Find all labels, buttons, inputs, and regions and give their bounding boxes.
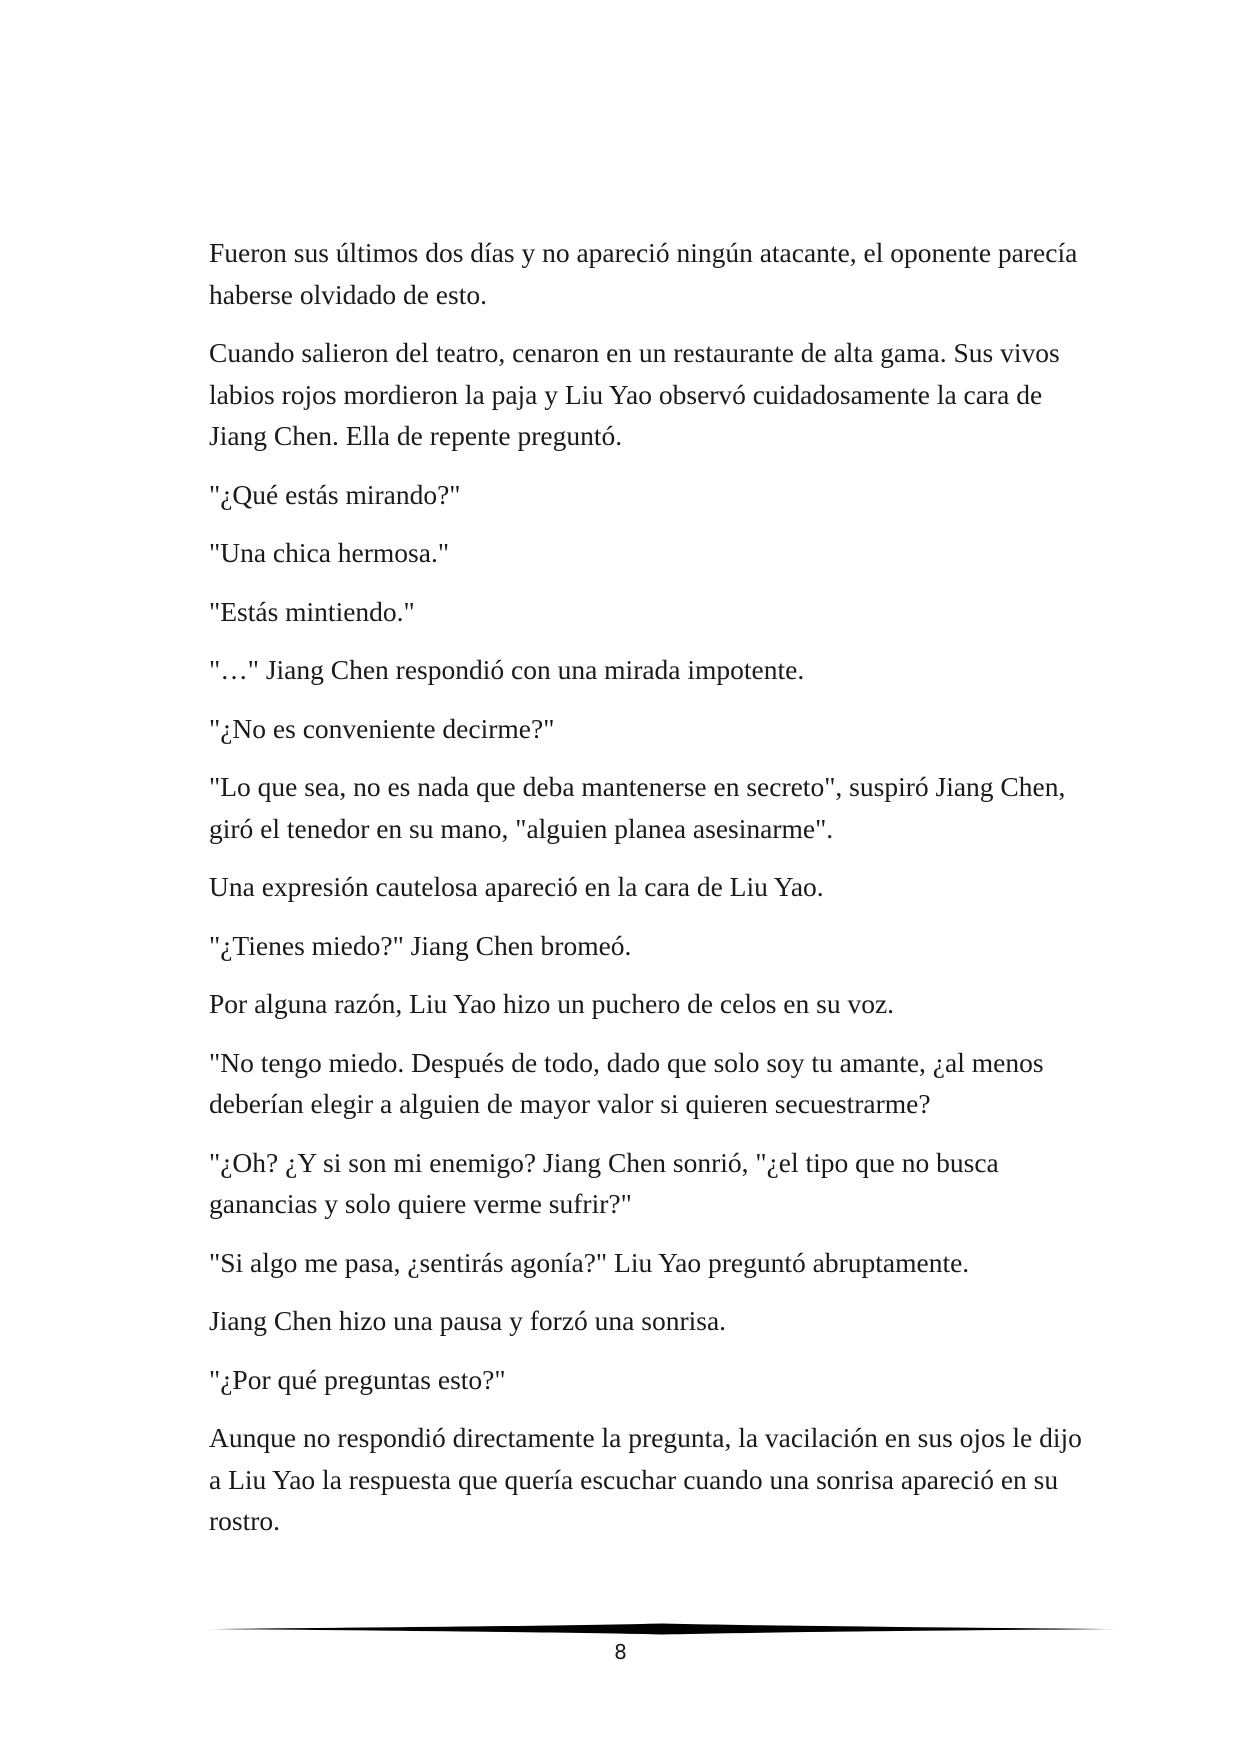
paragraph-6: "…" Jiang Chen respondió con una mirada impotente. <box>209 654 805 685</box>
paragraph-4: "Una chica hermosa." <box>209 537 450 568</box>
paragraph-16: "¿Por qué preguntas esto?" <box>209 1363 506 1395</box>
paragraph-1: Fueron sus últimos dos días y no apareció ningún atacante, el oponente parecía haberse olvidado de esto. <box>209 237 1078 310</box>
paragraph-10: "¿Tienes miedo?" Jiang Chen bromeó. <box>209 929 632 961</box>
paragraph-14: "Si algo me pasa, ¿sentirás agonía?" Liu Yao preguntó abruptamente. <box>209 1246 970 1278</box>
body-text <box>209 232 1089 1559</box>
paragraph-11: Por alguna razón, Liu Yao hizo un puchero de celos en su voz. <box>209 988 895 1019</box>
paragraph-13: "¿Oh? ¿Y si son mi enemigo? Jiang Chen sonrió, "¿el tipo que no busca ganancias y solo quiere verme sufrir?" <box>209 1146 999 1219</box>
page-number: 8 <box>614 1640 627 1664</box>
footer-divider-line <box>208 1624 1116 1635</box>
footer-divider <box>208 1622 1116 1636</box>
paragraph-5: "Estás mintiendo." <box>209 595 415 627</box>
paragraph-9: Una expresión cautelosa apareció en la cara de Liu Yao. <box>209 871 824 902</box>
paragraph-3: "¿Qué estás mirando?" <box>209 478 461 510</box>
paragraph-12: "No tengo miedo. Después de todo, dado que solo soy tu amante, ¿al menos deberían elegir a alguien de mayor valor si quieren secuestrarme? <box>209 1046 1044 1119</box>
paragraph-17: Aunque no respondió directamente la pregunta, la vacilación en sus ojos le dijo a Liu Yao la respuesta que quería escuchar cuando una sonrisa apareció en su rostro. <box>209 1422 1082 1536</box>
paragraph-7: "¿No es conveniente decirme?" <box>209 712 555 744</box>
paragraph-15: Jiang Chen hizo una pausa y forzó una sonrisa. <box>209 1305 727 1336</box>
paragraph-8: "Lo que sea, no es nada que deba mantenerse en secreto", suspiró Jiang Chen, giró el tenedor en su mano, "alguien planea asesinarme". <box>209 771 1066 844</box>
paragraph-2: Cuando salieron del teatro, cenaron en un restaurante de alta gama. Sus vivos labios rojos mordieron la paja y Liu Yao observó cuidadosamente la cara de Jiang Chen. Ella de repente preguntó. <box>209 337 1060 451</box>
